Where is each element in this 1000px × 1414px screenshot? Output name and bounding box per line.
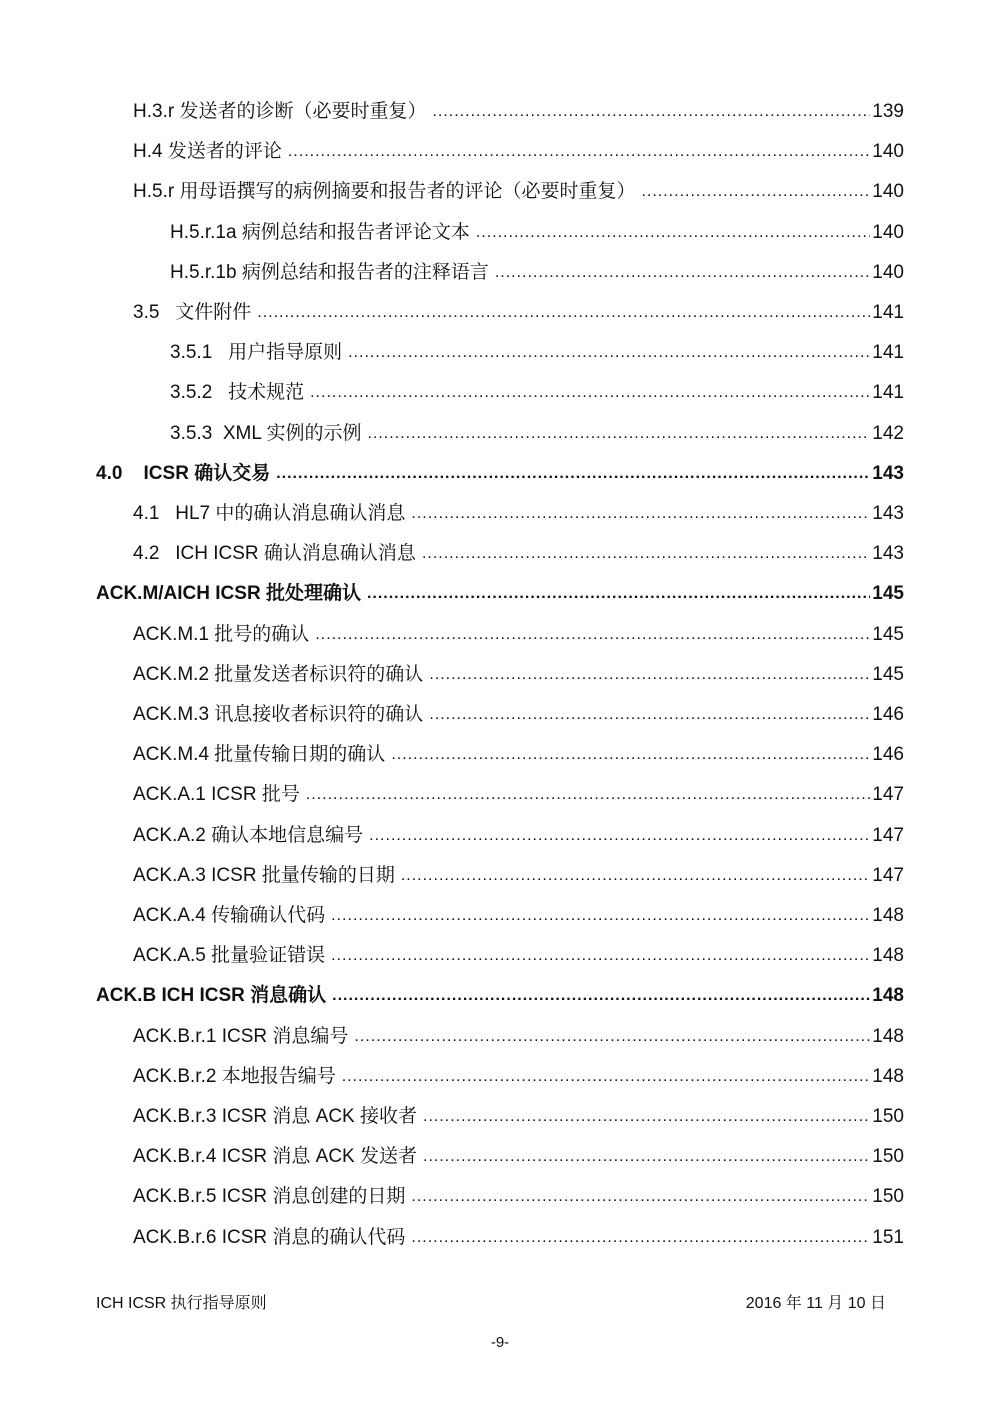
- toc-entry-label: H.3.r 发送者的诊断（必要时重复）: [133, 101, 427, 122]
- toc-entry-page-number: 147: [872, 865, 904, 886]
- toc-dot-leader: [411, 1187, 870, 1209]
- toc-dot-leader: [354, 1027, 870, 1049]
- toc-entry-label: 3.5.3 XML 实例的示例: [170, 423, 362, 444]
- toc-entry-label: ACK.A.5 批量验证错误: [133, 945, 326, 966]
- toc-dot-leader: [423, 1107, 870, 1129]
- toc-entry-page-number: 143: [872, 463, 904, 484]
- toc-entry-page-number: 148: [872, 1066, 904, 1087]
- toc-entry-page-number: 148: [872, 1026, 904, 1047]
- toc-entry-label: ACK.M.1 批号的确认: [133, 624, 310, 645]
- toc-dot-leader: [423, 1147, 870, 1169]
- toc-dot-leader: [476, 223, 870, 245]
- toc-entry-label: 3.5.1 用户指导原则: [170, 342, 343, 363]
- toc-entry[interactable]: [133, 1057, 904, 1089]
- toc-dot-leader: [411, 504, 870, 526]
- toc-entry-label: ACK.M.4 批量传输日期的确认: [133, 744, 386, 765]
- toc-entry[interactable]: [170, 414, 904, 446]
- toc-dot-leader: [315, 625, 870, 647]
- toc-dot-leader: [342, 1067, 871, 1089]
- toc-entry-label: H.4 发送者的评论: [133, 141, 282, 162]
- toc-entry-label: ACK.B.r.6 ICSR 消息的确认代码: [133, 1227, 406, 1248]
- toc-entry-label: ACK.M.2 批量发送者标识符的确认: [133, 664, 424, 685]
- toc-entry-page-number: 148: [872, 985, 904, 1006]
- toc-entry-label: 4.1 HL7 中的确认消息确认消息: [133, 503, 406, 524]
- toc-entry-page-number: 145: [872, 664, 904, 685]
- toc-entry-page-number: 150: [872, 1106, 904, 1127]
- toc-dot-leader: [422, 544, 870, 566]
- toc-entry-page-number: 143: [872, 543, 904, 564]
- toc-dot-leader: [331, 906, 870, 928]
- toc-entry-label: H.5.r.1b 病例总结和报告者的注释语言: [170, 262, 489, 283]
- toc-entry-label: ACK.M/AICH ICSR 批处理确认: [96, 583, 361, 604]
- page-number: -9-: [490, 1334, 510, 1351]
- toc-entry-label: ACK.A.4 传输确认代码: [133, 905, 326, 926]
- toc-entry[interactable]: [133, 293, 904, 325]
- toc-entry-page-number: 140: [872, 262, 904, 283]
- toc-dot-leader: [332, 986, 870, 1008]
- toc-entry-label: ACK.A.2 确认本地信息编号: [133, 825, 364, 846]
- toc-entry-page-number: 145: [872, 583, 904, 604]
- toc-entry[interactable]: [133, 494, 904, 526]
- toc-entry-page-number: 145: [872, 624, 904, 645]
- toc-entry[interactable]: [96, 574, 904, 606]
- toc-entry-page-number: 148: [872, 905, 904, 926]
- toc-entry[interactable]: [133, 856, 904, 888]
- toc-entry[interactable]: [133, 132, 904, 164]
- toc-entry-page-number: 148: [872, 945, 904, 966]
- toc-entry-label: ACK.B.r.2 本地报告编号: [133, 1066, 336, 1087]
- toc-entry-page-number: 151: [872, 1227, 904, 1248]
- toc-entry[interactable]: [133, 172, 904, 204]
- toc-dot-leader: [367, 584, 870, 606]
- toc-entry[interactable]: [133, 816, 904, 848]
- toc-dot-leader: [641, 182, 870, 204]
- toc-entry[interactable]: [133, 1097, 904, 1129]
- toc-entry[interactable]: [133, 534, 904, 566]
- toc-entry[interactable]: [133, 1137, 904, 1169]
- toc-dot-leader: [367, 424, 870, 446]
- toc-entry[interactable]: [133, 735, 904, 767]
- toc-entry[interactable]: [133, 896, 904, 928]
- toc-entry[interactable]: [133, 775, 904, 807]
- toc-entry-page-number: 139: [872, 101, 904, 122]
- toc-dot-leader: [348, 343, 870, 365]
- toc-dot-leader: [257, 303, 870, 325]
- toc-entry-label: 3.5.2 技术规范: [170, 382, 305, 403]
- toc-entry-label: ACK.B.r.4 ICSR 消息 ACK 发送者: [133, 1146, 417, 1167]
- toc-entry-page-number: 140: [872, 141, 904, 162]
- toc-dot-leader: [276, 464, 870, 486]
- toc-entry[interactable]: [133, 1177, 904, 1209]
- toc-entry-label: ACK.B.r.3 ICSR 消息 ACK 接收者: [133, 1106, 417, 1127]
- toc-entry-label: H.5.r.1a 病例总结和报告者评论文本: [170, 222, 470, 243]
- toc-entry-label: 3.5 文件附件: [133, 302, 252, 323]
- toc-entry[interactable]: [170, 333, 904, 365]
- toc-entry-page-number: 147: [872, 784, 904, 805]
- toc-entry-page-number: 141: [872, 302, 904, 323]
- footer-date: 2016 年 11 月 10 日: [745, 1295, 886, 1312]
- toc-entry-page-number: 142: [872, 423, 904, 444]
- toc-entry[interactable]: [133, 615, 904, 647]
- toc-entry-page-number: 140: [872, 222, 904, 243]
- toc-dot-leader: [432, 102, 870, 124]
- toc-entry-page-number: 143: [872, 503, 904, 524]
- toc-entry-label: ACK.M.3 讯息接收者标识符的确认: [133, 704, 424, 725]
- toc-dot-leader: [429, 705, 870, 727]
- toc-entry[interactable]: [96, 454, 904, 486]
- toc-entry-page-number: 141: [872, 342, 904, 363]
- toc-entry[interactable]: [170, 213, 904, 245]
- toc-entry[interactable]: [96, 976, 904, 1008]
- toc-entry-page-number: 147: [872, 825, 904, 846]
- toc-entry-page-number: 146: [872, 704, 904, 725]
- toc-dot-leader: [331, 946, 870, 968]
- toc-dot-leader: [495, 263, 870, 285]
- toc-entry-label: 4.0 ICSR 确认交易: [96, 463, 271, 484]
- toc-entry[interactable]: [170, 373, 904, 405]
- toc-dot-leader: [411, 1228, 870, 1250]
- toc-entry-label: ACK.A.3 ICSR 批量传输的日期: [133, 865, 395, 886]
- toc-entry[interactable]: [133, 92, 904, 124]
- toc-entry-label: H.5.r 用母语撰写的病例摘要和报告者的评论（必要时重复）: [133, 181, 636, 202]
- toc-entry[interactable]: [170, 253, 904, 285]
- toc-entry-page-number: 141: [872, 382, 904, 403]
- toc-entry-page-number: 150: [872, 1146, 904, 1167]
- footer-document-title: ICH ICSR 执行指导原则: [96, 1295, 267, 1312]
- toc-entry[interactable]: [133, 1017, 904, 1049]
- toc-entry[interactable]: [133, 1218, 904, 1250]
- toc-dot-leader: [310, 383, 870, 405]
- toc-entry-page-number: 140: [872, 181, 904, 202]
- toc-entry-page-number: 150: [872, 1186, 904, 1207]
- toc-entry-label: ACK.B.r.5 ICSR 消息创建的日期: [133, 1186, 406, 1207]
- toc-entry[interactable]: [133, 936, 904, 968]
- toc-entry-label: 4.2 ICH ICSR 确认消息确认消息: [133, 543, 416, 564]
- toc-dot-leader: [401, 866, 870, 888]
- toc-dot-leader: [306, 785, 870, 807]
- toc-entry-label: ACK.B.r.1 ICSR 消息编号: [133, 1026, 349, 1047]
- toc-entry[interactable]: [133, 655, 904, 687]
- toc-entry[interactable]: [133, 695, 904, 727]
- toc-entry-label: ACK.A.1 ICSR 批号: [133, 784, 300, 805]
- toc-entry-label: ACK.B ICH ICSR 消息确认: [96, 985, 327, 1006]
- toc-dot-leader: [391, 745, 870, 767]
- toc-dot-leader: [429, 665, 870, 687]
- toc-dot-leader: [369, 826, 870, 848]
- toc-dot-leader: [288, 142, 870, 164]
- toc-entry-page-number: 146: [872, 744, 904, 765]
